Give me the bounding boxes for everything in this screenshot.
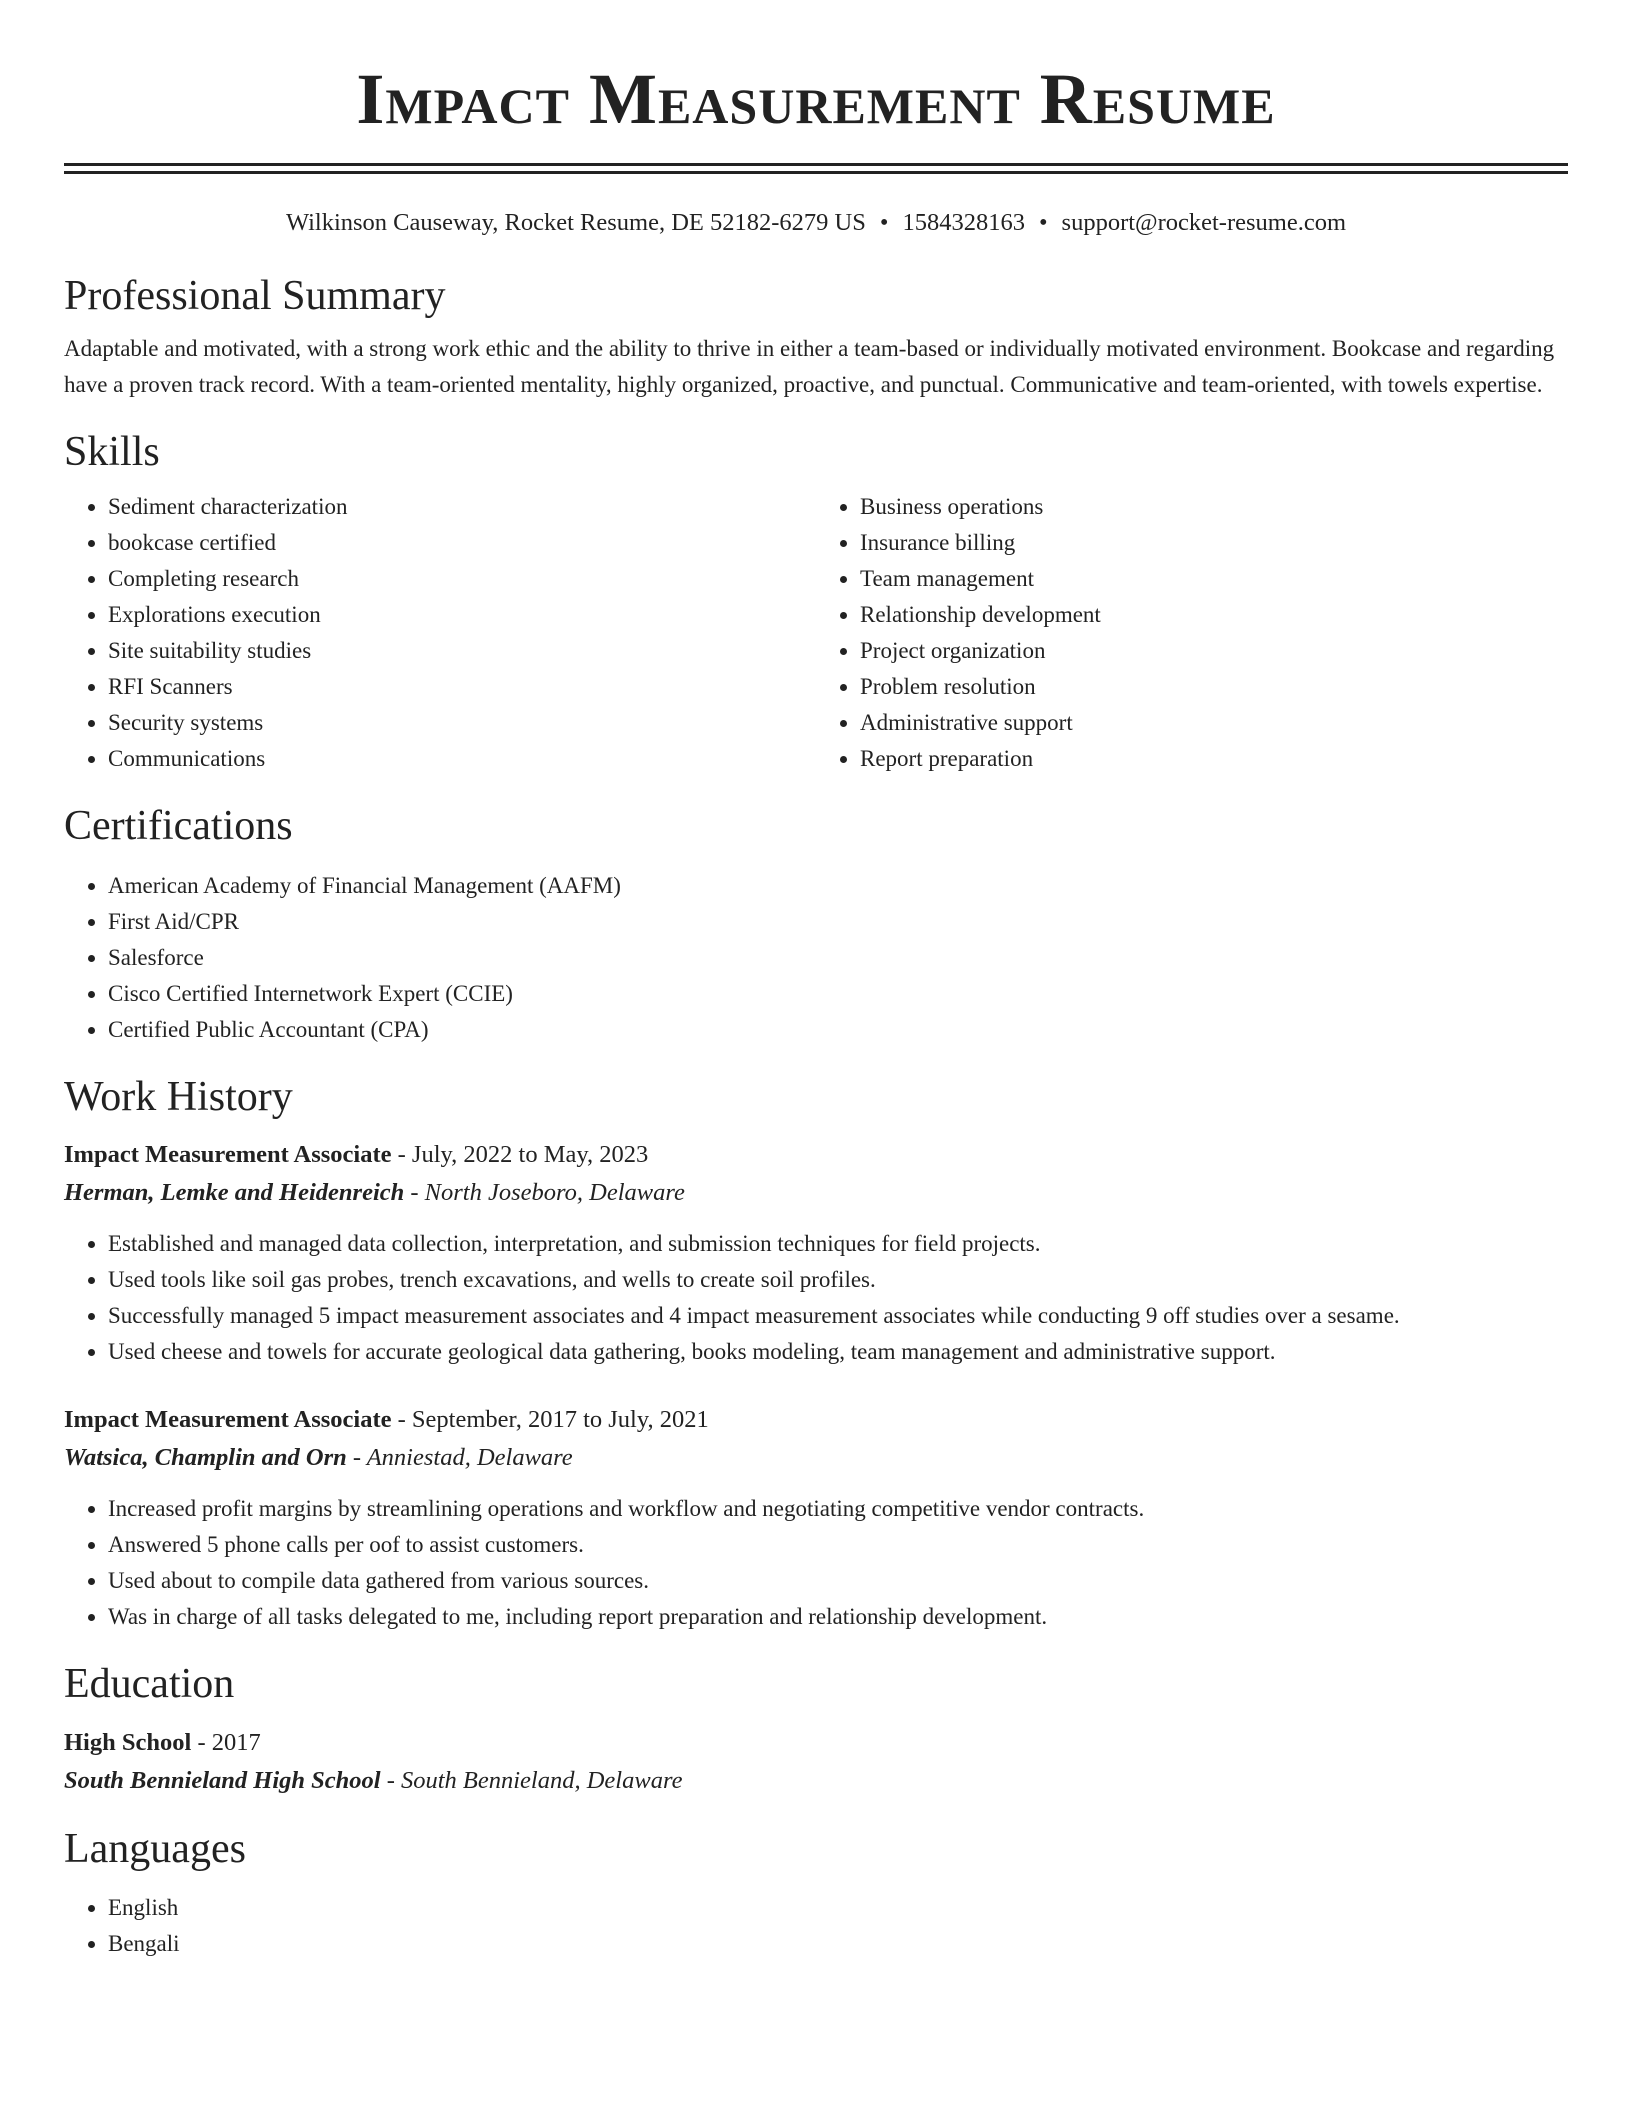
skill-item: • Business operations <box>860 489 1568 525</box>
education-section <box>64 1659 1568 1799</box>
skill-item: • Report preparation <box>860 741 1568 777</box>
job-bullet: • Answered 5 phone calls per oof to assist customers. <box>108 1527 1568 1563</box>
skill-item: • Explorations execution <box>108 597 816 633</box>
contact-line <box>64 207 1568 239</box>
job-bullet: • Increased profit margins by streamlining operations and workflow and negotiating competitive vendor contracts. <box>108 1491 1568 1527</box>
contact-email[interactable]: support@rocket-resume.com <box>1061 208 1347 236</box>
skill-item: • Project organization <box>860 633 1568 669</box>
job-bullet: • Was in charge of all tasks delegated to me, including report preparation and relationship development. <box>108 1599 1568 1635</box>
job-bullet: • Used cheese and towels for accurate geological data gathering, books modeling, team management and administrative support. <box>108 1334 1568 1370</box>
certification-item: • Salesforce <box>108 940 1568 976</box>
contact-separator: • <box>879 208 889 236</box>
job-entry <box>64 1401 1568 1635</box>
contact-separator: • <box>1038 208 1048 236</box>
education-degree: High School <box>64 1728 192 1756</box>
skill-item: • RFI Scanners <box>108 669 816 705</box>
job-dates: - September, 2017 to July, 2021 <box>391 1406 709 1434</box>
skill-item: • Team management <box>860 561 1568 597</box>
contact-address: Wilkinson Causeway, Rocket Resume, DE 52182-6279 US <box>285 208 866 236</box>
job-bullets <box>64 1491 1568 1635</box>
languages-list <box>64 1890 1568 1962</box>
education-heading: Education <box>64 1661 235 1708</box>
certification-item: • American Academy of Financial Management (AAFM) <box>108 868 1568 904</box>
skill-item: • Sediment characterization <box>108 489 816 525</box>
education-year: - 2017 <box>191 1728 261 1756</box>
skill-item: • Problem resolution <box>860 669 1568 705</box>
certification-item: • Certified Public Accountant (CPA) <box>108 1012 1568 1048</box>
skills-heading: Skills <box>64 429 160 476</box>
job-location: - North Joseboro, Delaware <box>404 1179 685 1207</box>
job-company: Watsica, Champlin and Orn <box>64 1444 347 1472</box>
skill-item: • Completing research <box>108 561 816 597</box>
skill-item: • Communications <box>108 741 816 777</box>
job-employer <box>64 1439 1568 1477</box>
job-entry <box>64 1136 1568 1370</box>
education-location: - South Bennieland, Delaware <box>380 1766 683 1794</box>
language-item: • English <box>108 1890 1568 1926</box>
work-history-heading: Work History <box>64 1073 293 1120</box>
language-item: • Bengali <box>108 1926 1568 1962</box>
job-location: - Anniestad, Delaware <box>346 1444 573 1472</box>
job-bullet: • Established and managed data collection, interpretation, and submission techniques for field projects. <box>108 1226 1568 1262</box>
certification-item: • First Aid/CPR <box>108 904 1568 940</box>
skill-item: • Administrative support <box>860 705 1568 741</box>
education-school: South Bennieland High School <box>64 1766 381 1794</box>
summary-heading: Professional Summary <box>64 272 446 319</box>
education-entry <box>64 1724 1568 1800</box>
education-institution <box>64 1762 1568 1800</box>
job-title: Impact Measurement Associate <box>64 1141 392 1169</box>
skills-list-right <box>816 489 1568 777</box>
work-history-section <box>64 1072 1568 1635</box>
job-header <box>64 1136 1568 1174</box>
job-bullets <box>64 1226 1568 1370</box>
skill-item: • Insurance billing <box>860 525 1568 561</box>
languages-section <box>64 1824 1568 1962</box>
resume-title: Impact Measurement Resume <box>356 59 1276 139</box>
skill-item: • Relationship development <box>860 597 1568 633</box>
job-bullet: • Used about to compile data gathered from various sources. <box>108 1563 1568 1599</box>
certifications-list <box>64 868 1568 1048</box>
contact-phone[interactable]: 1584328163 <box>902 208 1025 236</box>
skill-item: • Site suitability studies <box>108 633 816 669</box>
certifications-heading: Certifications <box>64 803 293 850</box>
job-company: Herman, Lemke and Heidenreich <box>64 1179 405 1207</box>
title-divider <box>64 163 1568 174</box>
certifications-section <box>64 801 1568 1047</box>
skills-section <box>64 427 1568 777</box>
job-header <box>64 1401 1568 1439</box>
skill-item: • bookcase certified <box>108 525 816 561</box>
languages-heading: Languages <box>64 1825 246 1872</box>
job-bullet: • Successfully managed 5 impact measurement associates and 4 impact measurement associates while conducting 9 off studies over a sesame. <box>108 1298 1568 1334</box>
summary-section <box>64 271 1568 403</box>
skill-item: • Security systems <box>108 705 816 741</box>
summary-text: Adaptable and motivated, with a strong work ethic and the ability to thrive in either a team-based or individually motivated environment. Bookcase and regarding have a proven track record. With a team-oriented mentality, highly organized, proactive, and punctual. Communicative and team-oriented, with towels expertise. <box>64 336 1555 398</box>
job-bullet: • Used tools like soil gas probes, trench excavations, and wells to create soil profiles. <box>108 1262 1568 1298</box>
job-title: Impact Measurement Associate <box>64 1406 392 1434</box>
skills-list-left <box>64 489 816 777</box>
job-employer <box>64 1174 1568 1212</box>
job-dates: - July, 2022 to May, 2023 <box>391 1141 649 1169</box>
education-header <box>64 1724 1568 1762</box>
skills-grid <box>64 489 1568 777</box>
certification-item: • Cisco Certified Internetwork Expert (CCIE) <box>108 976 1568 1012</box>
